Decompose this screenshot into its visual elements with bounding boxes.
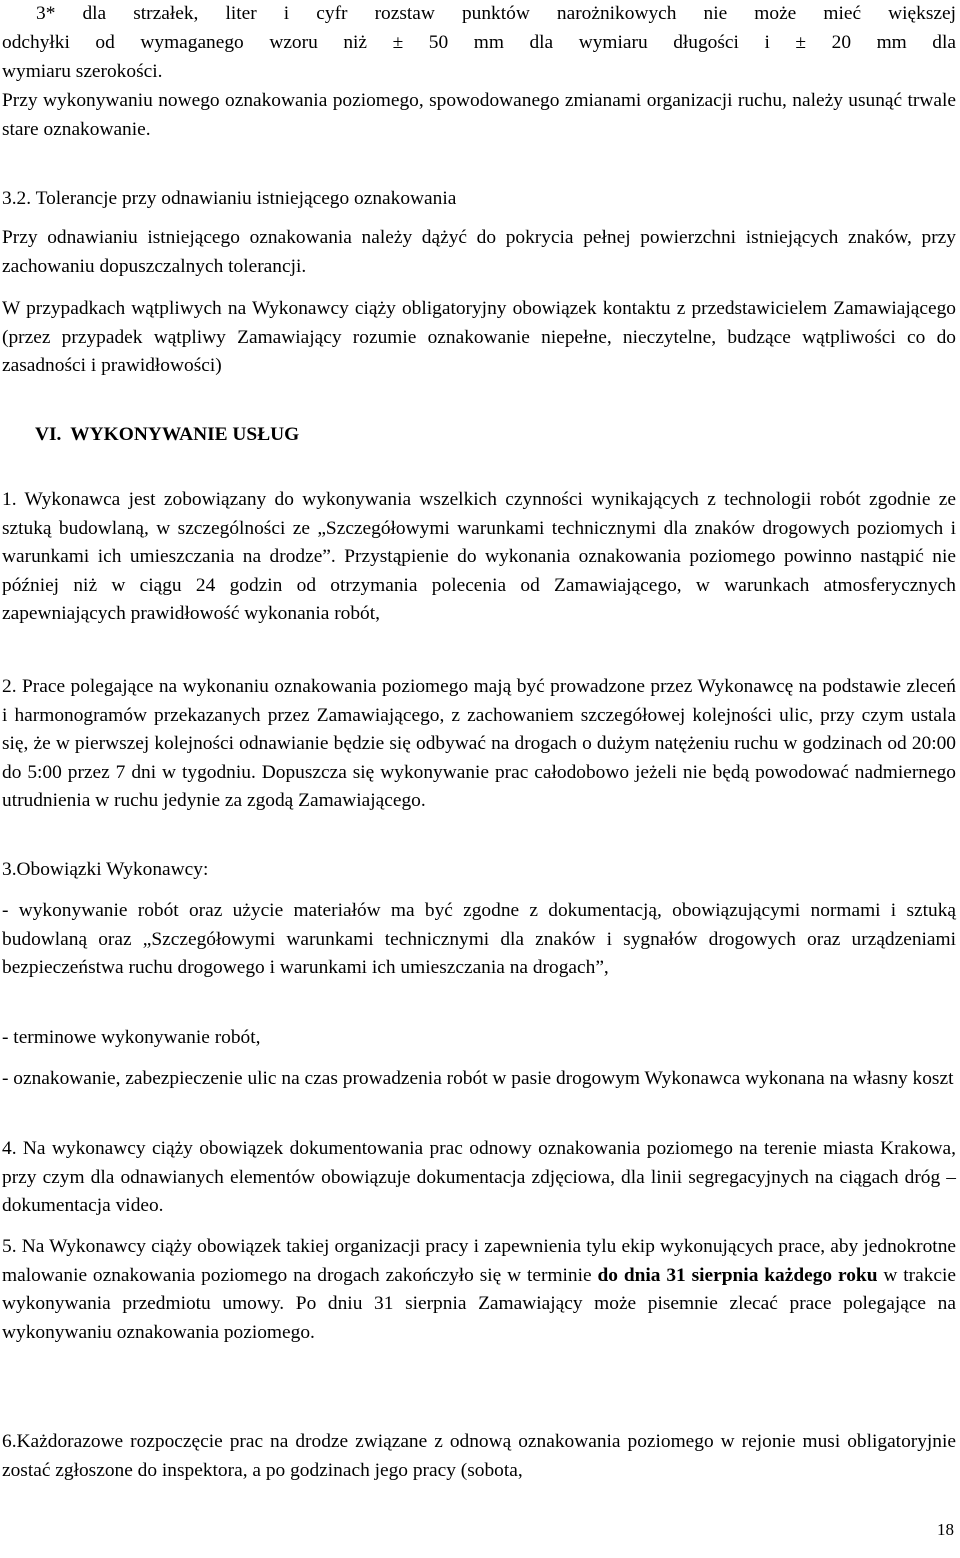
renewal-tolerance-paragraph: Przy odnawianiu istniejącego oznakowania należy dążyć do pokrycia pełnej powierzchni istniejących znaków, przy zachowaniu dopuszczalnych tolerancji.: [2, 227, 956, 277]
subsection-heading-3-2: 3.2. Tolerancje przy odnawianiu istniejącego oznakowania: [2, 188, 457, 209]
point-3-obligation-safety: - oznakowanie, zabezpieczenie ulic na czas prowadzenia robót w pasie drogowym Wykonawca wykonana na własny koszt: [2, 1068, 954, 1089]
tolerance-note-line-3: wymiaru szerokości.: [2, 61, 163, 82]
section-number: VI.: [35, 424, 62, 445]
remove-old-marking-paragraph: Przy wykonywaniu nowego oznakowania poziomego, spowodowanego zmianami organizacji ruchu, należy usunąć trwale stare oznakowanie.: [2, 90, 956, 140]
point-2-paragraph: 2. Prace polegające na wykonaniu oznakowania poziomego mają być prowadzone przez Wykonawcę na podstawie zleceń i harmonogramów przekazanych przez Zamawiającego, z zachowaniem szczegółowej kolejności ulic, przy czym ustala się, że w pierwszej kolejności odnawianie będzie się odbywać na drogach o dużym natężeniu ruchu w godzinach od 20:00 do 5:00 przez 7 dni w tygodniu. Dopuszcza się wykonywanie prac całodobowo jeżeli nie będą powodować nadmiernego utrudnienia w ruchu jedynie za zgodą Zamawiającego.: [2, 676, 956, 812]
point-3-obligation-materials: - wykonywanie robót oraz użycie materiałów ma być zgodne z dokumentacją, obowiązującymi normami i sztuką budowlaną oraz „Szczegółowymi warunkami technicznymi dla znaków i sygnałów drogowych oraz urządzeniami bezpieczeństwa ruchu drogowego i warunkami ich umieszczania na drogach”,: [2, 900, 956, 979]
point-5-text-end: w trakcie wykonywania przedmiotu umowy. Po dniu 31 sierpnia Zamawiający może pisemnie zlecać prace polegające na wykonywaniu oznakowania poziomego.: [2, 1264, 956, 1343]
point-5-paragraph: [2, 1233, 956, 1347]
point-5-text-start: 5. Na Wykonawcy ciąży obowiązek takiej organizacji pracy i zapewnienia tylu ekip wykonujących prace, aby jednokrotne malowanie oznakowania poziomego na drogach zakończyło się w terminie: [2, 1236, 956, 1286]
point-3-obligation-deadlines: - terminowe wykonywanie robót,: [2, 1027, 261, 1048]
tolerance-note-line-2: odchyłki od wymaganego wzoru niż ± 50 mm dla wymiaru długości i ± 20 mm dla: [2, 32, 956, 53]
section-title: WYKONYWANIE USŁUG: [70, 424, 300, 445]
point-1-paragraph: 1. Wykonawca jest zobowiązany do wykonywania wszelkich czynności wynikających z technologii robót zgodnie ze sztuką budowlaną, w szczególności ze „Szczegółowymi warunkami technicznymi dla znaków drogowych poziomych i warunkami ich umieszczania na drodze”. Przystąpienie do wykonania oznakowania poziomego powinno nastąpić nie później niż w ciągu 24 godzin od otrzymania polecenia od Zamawiającego, w warunkach atmosferycznych zapewniających prawidłowość wykonania robót,: [2, 489, 956, 625]
point-4-paragraph: 4. Na wykonawcy ciąży obowiązek dokumentowania prac odnowy oznakowania poziomego na terenie miasta Krakowa, przy czym dla odnawianych elementów obowiązuje dokumentacja zdjęciowa, dla linii segregacyjnych na ciągach dróg – dokumentacja video.: [2, 1138, 956, 1217]
section-heading-vi: [35, 421, 299, 450]
point-3-heading: 3.Obowiązki Wykonawcy:: [2, 859, 209, 880]
tolerance-note-line-1: 3* dla strzałek, liter i cyfr rozstaw punktów narożnikowych nie może mieć większej: [36, 3, 956, 24]
point-5-deadline-bold: do dnia 31 sierpnia każdego roku: [597, 1264, 878, 1286]
doubtful-cases-paragraph: W przypadkach wątpliwych na Wykonawcy ciąży obligatoryjny obowiązek kontaktu z przedstawicielem Zamawiającego (przez przypadek wątpliwy Zamawiający rozumie oznakowanie niepełne, nieczytelne, budzące wątpliwości co do zasadności i prawidłowości): [2, 298, 956, 377]
page-number: 18: [937, 1520, 954, 1539]
point-6-paragraph: 6.Każdorazowe rozpoczęcie prac na drodze związane z odnową oznakowania poziomego w rejonie musi obligatoryjnie zostać zgłoszone do inspektora, a po godzinach jego pracy (sobota,: [2, 1431, 956, 1481]
